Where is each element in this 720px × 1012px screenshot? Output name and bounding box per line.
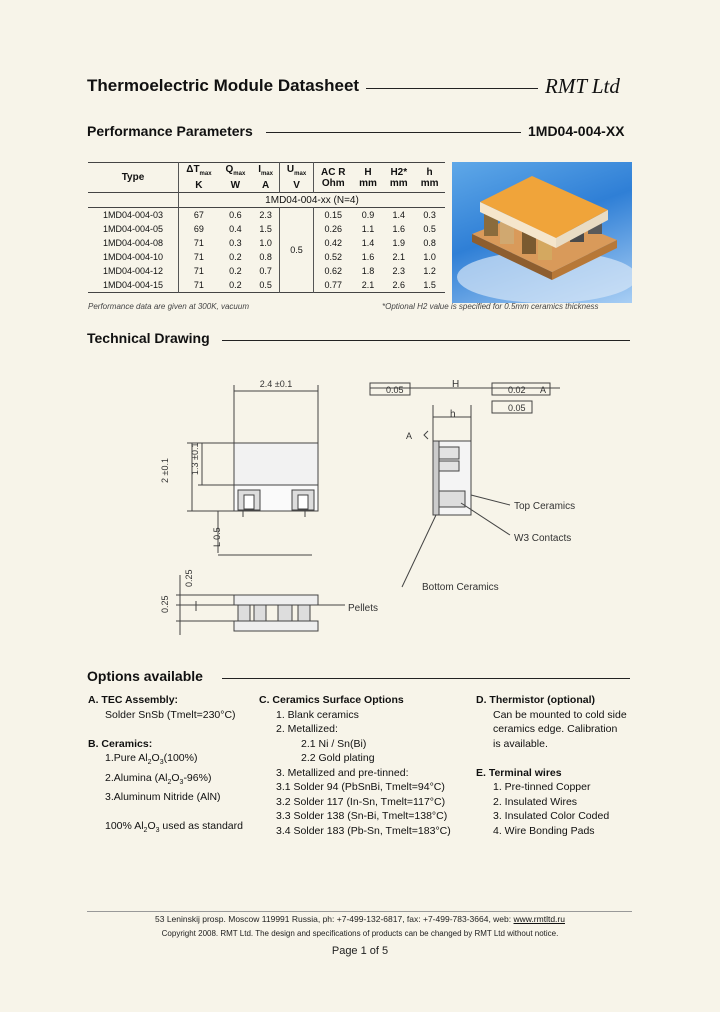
option-item: 1. Pre-tinned Copper xyxy=(493,781,591,793)
options-heading: Options available xyxy=(87,668,203,684)
option-item: 3.1 Solder 94 (PbSnBi, Tmelt=94°C) xyxy=(276,781,445,793)
option-item: 3.3 Solder 138 (Sn-Bi, Tmelt=138°C) xyxy=(276,810,448,822)
option-item: 2.1 Ni / Sn(Bi) xyxy=(301,737,367,750)
dim-height: 2 ±0.1 xyxy=(160,458,170,483)
technical-drawing xyxy=(140,365,700,645)
umax-shared-cell: 0.5 xyxy=(280,208,314,293)
table-row: 1MD04-004-15 71 0.2 0.5 0.77 2.1 2.6 1.5 xyxy=(88,278,445,293)
option-item: 2. Insulated Wires xyxy=(493,795,578,808)
option-item xyxy=(88,722,258,737)
col-header-h2: H2* mm xyxy=(389,166,408,189)
options-rule xyxy=(222,678,630,679)
tol-par1: 0.02 xyxy=(508,385,526,395)
option-item: 1.Pure $Al_2O_3(100\%)$ xyxy=(105,752,198,767)
product-photo xyxy=(452,162,632,303)
label-pellets: Pellets xyxy=(348,603,379,614)
option-item: 1. Blank ceramics xyxy=(276,708,359,721)
tol-par2: 0.05 xyxy=(508,403,526,413)
option-item: 3.4 Solder 183 (Pb-Sn, Tmelt=183°C) xyxy=(276,824,451,837)
option-item: Solder SnSb (Tmelt=230°C) xyxy=(105,708,236,721)
label-w3-contacts: W3 Contacts xyxy=(514,533,572,544)
option-item: 3.2 Solder 117 (In-Sn, Tmelt=117°C) xyxy=(276,795,446,808)
page-number: Page 1 of 5 xyxy=(331,945,389,957)
col-header-u: $U_{max}$ V xyxy=(280,163,314,193)
option-item: is available. xyxy=(493,737,548,750)
footer-copyright: Copyright 2008. RMT Ltd. The design and specifications of products can be changed by RMT Ltd without notice. xyxy=(161,929,559,938)
col-header-dt: $\Delta T_{max}$ K xyxy=(186,164,212,191)
option-heading: B. Ceramics: xyxy=(88,737,153,750)
dim-lead: L 0.5 xyxy=(212,527,222,547)
label-H: H xyxy=(452,379,460,390)
model-code: 1MD04-004-XX xyxy=(528,123,625,139)
col-header-h: H mm xyxy=(359,166,377,189)
table-row: 1MD04-004-08 71 0.3 1.0 0.42 1.4 1.9 0.8 xyxy=(88,236,445,250)
option-item: 2.Alumina $(Al_2O_3-96\%)$ xyxy=(105,771,212,786)
dim-inner: 1.3 ±0.1 xyxy=(190,442,200,475)
performance-heading: Performance Parameters xyxy=(87,123,253,139)
col-header-r: AC R Ohm xyxy=(321,166,346,189)
dim-side-top: 0.25 xyxy=(184,569,194,587)
options-column-2 xyxy=(259,693,474,838)
label-h: h xyxy=(450,409,456,420)
option-item: Can be mounted to cold side xyxy=(493,708,627,721)
document-title: Thermoelectric Module Datasheet xyxy=(87,76,360,95)
col-header-hh: h mm xyxy=(420,166,439,189)
drawing-heading: Technical Drawing xyxy=(87,330,210,346)
options-column-1 xyxy=(88,693,258,839)
group-label: 1MD04-004-xx (N=4) xyxy=(265,194,359,206)
option-heading: C. Ceramics Surface Options xyxy=(259,694,404,706)
performance-table xyxy=(88,162,445,293)
col-header-type xyxy=(88,163,179,193)
option-item: 100% $Al_2O_3$ used as standard xyxy=(105,820,243,835)
dim-side-left: 0.25 xyxy=(160,595,170,613)
option-item xyxy=(476,751,646,766)
option-heading: A. TEC Assembly: xyxy=(88,694,179,706)
col-header-i: $I_{max}$ A xyxy=(258,164,273,191)
col-header-q: $Q_{max}$ W xyxy=(225,164,246,191)
type-label: Type xyxy=(121,172,145,183)
company-logo: RMT Ltd xyxy=(545,74,620,98)
header-rule xyxy=(366,88,538,89)
perf-note-left: Performance data are given at 300K, vacuum xyxy=(88,302,249,311)
perf-note-right: *Optional H2 value is specified for 0.5mm ceramics thickness xyxy=(382,302,599,311)
option-item: ceramics edge. Calibration xyxy=(493,723,618,735)
option-item: 2. Metallized: xyxy=(276,723,338,735)
option-heading: D. Thermistor (optional) xyxy=(476,694,595,706)
group-row xyxy=(88,193,445,208)
option-item: 3. Insulated Color Coded xyxy=(493,810,610,822)
tol-flat: 0.05 xyxy=(386,385,404,395)
label-A: A xyxy=(406,431,413,441)
label-bottom-ceramics: Bottom Ceramics xyxy=(422,582,499,593)
tol-par-ref: A xyxy=(540,385,547,395)
label-top-ceramics: Top Ceramics xyxy=(514,501,576,512)
website-link[interactable]: www.rmtltd.ru xyxy=(513,914,565,924)
table-row: 1MD04-004-10 71 0.2 0.8 0.52 1.6 2.1 1.0 xyxy=(88,250,445,264)
table-header-row xyxy=(88,163,445,193)
option-heading: E. Terminal wires xyxy=(476,766,562,779)
table-row: 1MD04-004-03 67 0.6 2.3 0.5 0.15 0.9 1.4 0.3 xyxy=(88,208,445,223)
option-item: 2.2 Gold plating xyxy=(301,752,375,764)
option-item: 4. Wire Bonding Pads xyxy=(493,824,595,837)
option-item xyxy=(88,805,258,820)
tec-module-illustration xyxy=(452,162,632,303)
option-item: 3.Aluminum Nitride (AlN) xyxy=(105,791,221,804)
footer-address: 53 Leninskij prosp. Moscow 119991 Russia, ph: +7-499-132-6817, fax: +7-499-783-3664, web: www.rmtltd.ru xyxy=(155,914,565,924)
options-column-3 xyxy=(476,693,646,838)
dim-width: 2.4 ±0.1 xyxy=(259,379,293,389)
drawing-rule xyxy=(222,340,630,341)
table-row: 1MD04-004-05 69 0.4 1.5 0.26 1.1 1.6 0.5 xyxy=(88,222,445,236)
footer-rule xyxy=(87,911,632,912)
table-row: 1MD04-004-12 71 0.2 0.7 0.62 1.8 2.3 1.2 xyxy=(88,264,445,278)
performance-rule xyxy=(266,132,521,133)
option-item: 3. Metallized and pre-tinned: xyxy=(276,766,409,779)
